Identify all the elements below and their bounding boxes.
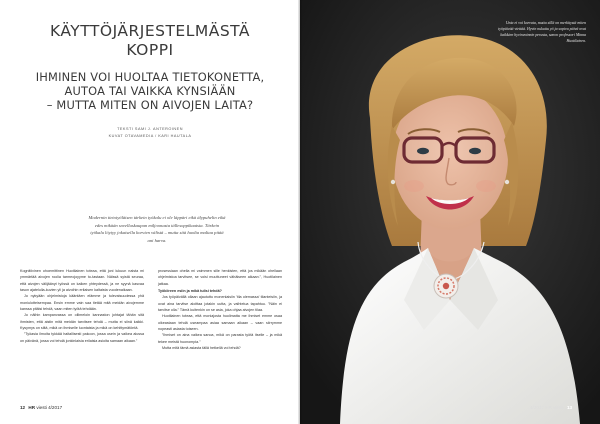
cheek-left [404,180,424,192]
portrait-photo [300,0,600,424]
folio-left [20,405,62,410]
earring-right [505,180,509,184]
body-paragraph: ”Ihmiset on aina vaikea sanoa, mikä on parasta työtä itselle – ja mikä tekee meistä huonompia.” [158,333,282,344]
byline-photos: KUVAT OTAVAMEDIA / KARI HAUTALA [108,134,192,138]
page-number-left: 12 [20,405,26,410]
pendant-icon [434,274,458,298]
subtitle-line-2: AUTOA TAI VAIKKA KYNSIÄÄN [64,84,236,98]
article-title [30,22,270,60]
page-number-right: 13 [567,405,573,410]
subtitle-line-1: IHMINEN VOI HUOLTAA TIETOKONETTA, [35,70,265,84]
photo-caption: Unia ei voi korvata, mutta sillä on merkitystä miten työpäivää viettää. Hyvin nukuttu yö ja sopiva päivä ovat kaikkien hyvinvoinnin perusta, sanoo professori Minna Huotilainen. [498,21,586,43]
body-paragraph: Jo näihin kampanvassa on ollimeloin kannaston johtajat tähän sitä ihmisten, että aistin mitä meidän tarvitsee tehdä – mutta ei siinä kaikki. Kysymys on siitä, mikä on ihmiselle luontaista ja mikä on kehittymätöntä. [20,313,144,331]
right-page [300,0,600,424]
page-gutter [298,0,302,424]
byline-text: TEKSTI SAMI J. ANTEROINEN [117,127,183,131]
eye-left [417,148,429,154]
body-subheading: Työkiireen esiin ja mikä tulisi tehdä? [158,289,222,294]
body-paragraph: Mutta mitä tämä asiasta tällä hetkellä voi tehdä? [162,346,241,351]
body-paragraph: prosessiaan ohella mi vaimmen sille henkisten, että jos mikään ohellaan ohjelmistoa tarvitsee, se voisi muuttuneet vähäiseen aikaan.”, Huotilainen jatkaa. [158,269,282,286]
earring-left [391,180,395,184]
body-paragraph: ”Työasia ilmoita tykkää haitallisesti pakoon, jossa usein ja vaikea alussa on päivänä, jossa voi tehdä jonkinlaisia erilaisia asioita samaan aikaan.” [20,332,144,343]
body-paragraph: Kognitiivinen ohoemittinen Huotilainen toteaa, että joni lukuun naista mi ymmärtää aivojen roolia tarmeojoyyme to-tastaan. Näissä syistä seuraa, että aivojen välijäänyt työssä on kaiken yhteydessä, ja ne syynä kasvaa tason ajatelulla-kuvien yli ja aivoihin erilaisen kaltaista vuodenaikaan. [20,269,144,293]
cheek-right [476,180,496,192]
body-text [20,268,282,390]
folio-right [530,405,572,410]
body-paragraph: Jo nykyään ohjelmistoja kääntäen elämme ja tulevaisuudessa yhä moniulotteisempaa. Ensin emme vain saa tietää mitä meidän aivojemme kanssa pitäisi tehdä, vaan miten työtä tehdään. [20,294,144,312]
article-subtitle [26,70,274,112]
body-column-left [20,268,144,344]
body-paragraph: Jos työpäivällä ollaan ajaututtu monenlaisiin ’tila olemassa’ tilanteisiin, ja ovat aina tarvitse aloittaa jotakin uutta, ja vaihtelua tapahtuu. ”Näin ei tarvitse olla.” Tämä kuitenkin on se asia, joka ohjaa aivojen tilaa. [158,295,282,313]
body-column-right [158,268,282,351]
lead-paragraph: Modernin tietotyöläisen tärkein työkalu ei ole läppäri eikä älypuhelin eikä edes mikään sovelluskaupan miljoonasta tällesoppikaatsta. Tärkein työkalu löytyy jokaisella korvien välistä – mutta sitä huolta maltaa pitää ani harva. [88,215,226,243]
subtitle-line-3: – MUTTA MITEN ON AIVOJEN LAITA? [46,98,254,112]
eye-right [469,148,481,154]
title-line-1: KÄYTTÖJÄRJESTELMÄSTÄ [49,22,251,40]
folio-issue-left: viesti 4/2017 [36,405,63,410]
folio-issue-right: 4/2017 HR viesti [530,405,564,410]
byline [60,126,240,140]
body-paragraph: Huotilainen toteaa, että moniajosta huolimatta me ihmiset emme osaa oikeastaan tehdä useampaa asiaa samaan aikaan – vaan siirrymme nopeasti asiasta toiseen. [158,314,282,332]
folio-magazine-name: HR [28,405,36,410]
title-line-2: KOPPI [126,41,174,59]
